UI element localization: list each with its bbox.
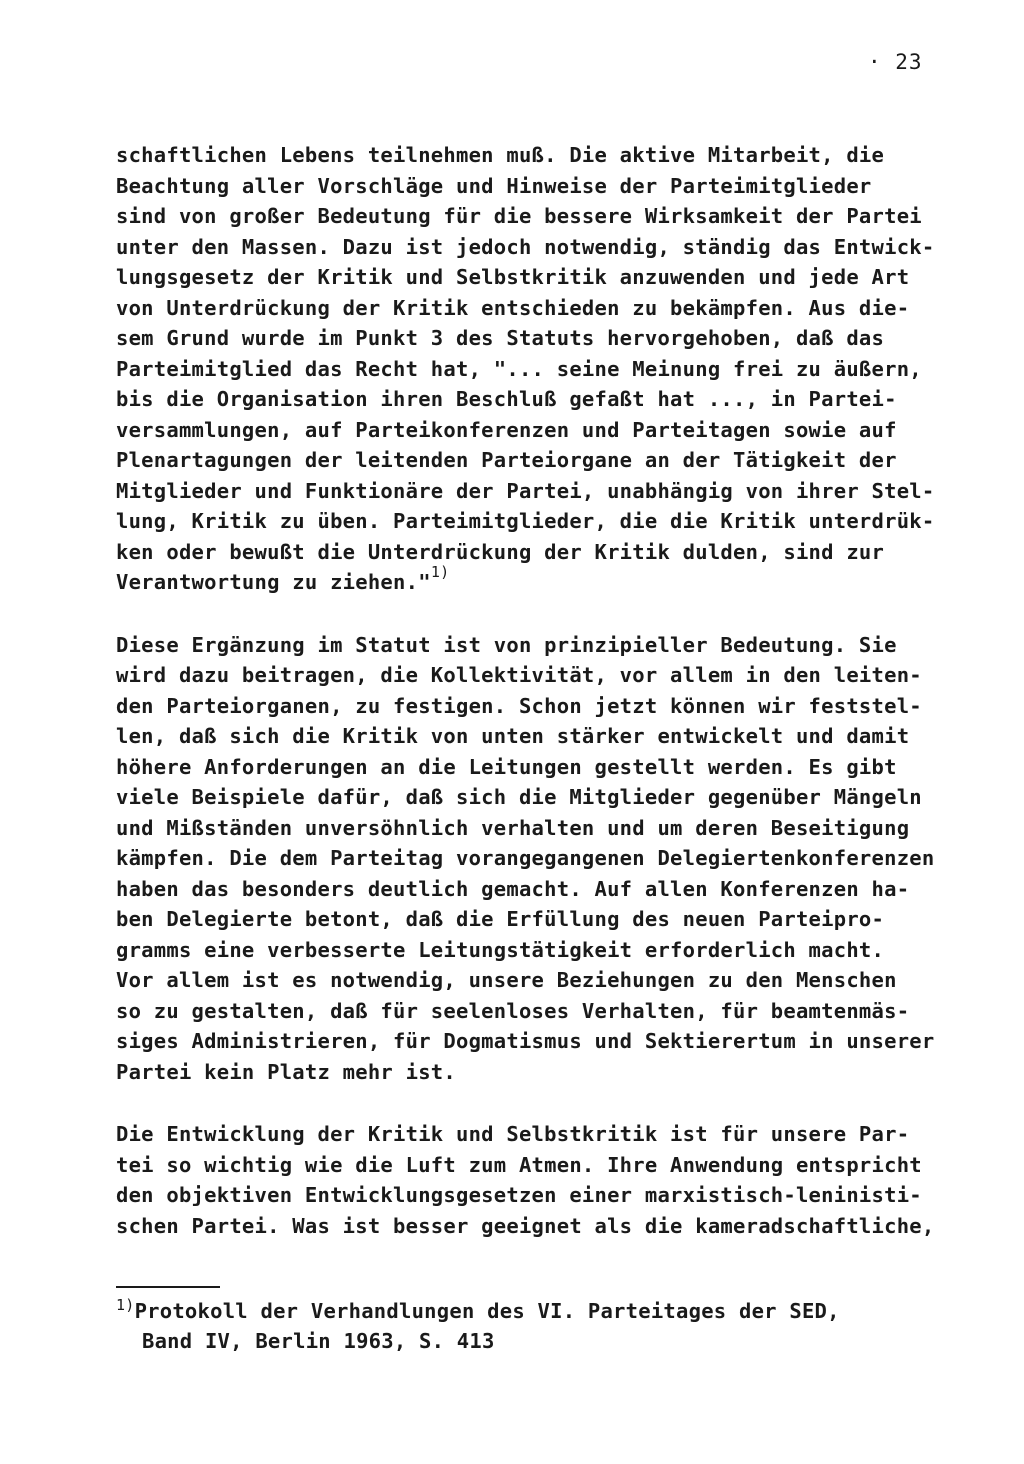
text-line: versammlungen, auf Parteikonferenzen und Parteitagen sowie auf xyxy=(116,417,897,442)
text-line: schaftlichen Lebens teilnehmen muß. Die aktive Mitarbeit, die xyxy=(116,143,885,167)
text-line: haben das besonders deutlich gemacht. Auf allen Konferenzen ha- xyxy=(116,876,910,901)
text-line: Beachtung aller Vorschläge und Hinweise der Parteimitglieder xyxy=(116,173,872,198)
footnote xyxy=(116,1296,956,1356)
footnote-marker: 1) xyxy=(116,1296,135,1314)
paragraph-1 xyxy=(116,140,956,598)
text-line: ben Delegierte betont, daß die Erfüllung des neuen Parteipro- xyxy=(116,907,885,931)
text-line: Diese Ergänzung im Statut ist von prinzipieller Bedeutung. Sie xyxy=(116,632,897,657)
text-line: unter den Massen. Dazu ist jedoch notwendig, ständig das Entwick- xyxy=(116,234,935,259)
text-line: sem Grund wurde im Punkt 3 des Statuts hervorgehoben, daß das xyxy=(116,326,885,350)
body-text xyxy=(116,140,956,1273)
text-line: kämpfen. Die dem Parteitag vorangegangenen Delegiertenkonferenzen xyxy=(116,846,935,870)
text-line: siges Administrieren, für Dogmatismus und Sektierertum in unserer xyxy=(116,1029,935,1053)
paragraph-3 xyxy=(116,1119,956,1241)
text-line: von Unterdrückung der Kritik entschieden zu bekämpfen. Aus die- xyxy=(116,295,910,320)
paragraph-2 xyxy=(116,630,956,1088)
footnote-line: Band IV, Berlin 1963, S. 413 xyxy=(142,1329,495,1353)
text-line: Plenartagungen der leitenden Parteiorgane an der Tätigkeit der xyxy=(116,448,897,472)
text-line: lungsgesetz der Kritik und Selbstkritik anzuwenden und jede Art xyxy=(116,265,910,289)
text-line: sind von großer Bedeutung für die bessere Wirksamkeit der Partei xyxy=(116,204,922,228)
text-line: viele Beispiele dafür, daß sich die Mitglieder gegenüber Mängeln xyxy=(116,785,922,809)
text-line: lung, Kritik zu üben. Parteimitglieder, die die Kritik unterdrük- xyxy=(116,509,935,533)
text-line: ken oder bewußt die Unterdrückung der Kritik dulden, sind zur xyxy=(116,539,885,564)
text-line: bis die Organisation ihren Beschluß gefaßt hat ..., in Partei- xyxy=(116,387,897,411)
text-line: so zu gestalten, daß für seelenloses Verhalten, für beamtenmäs- xyxy=(116,998,910,1023)
quote-end-text: Verantwortung zu ziehen." xyxy=(116,570,431,594)
text-line: len, daß sich die Kritik von unten stärker entwickelt und damit xyxy=(116,724,910,748)
text-line: Parteimitglied das Recht hat, "... seine Meinung frei zu äußern, xyxy=(116,356,922,381)
text-line-with-footnote xyxy=(116,563,956,598)
text-line: gramms eine verbesserte Leitungstätigkeit erforderlich macht. xyxy=(116,937,885,962)
text-line: und Mißständen unversöhnlich verhalten und um deren Beseitigung xyxy=(116,815,910,840)
footnote-text: Protokoll der Verhandlungen des VI. Parteitages der SED, xyxy=(134,1299,840,1323)
text-line: Die Entwicklung der Kritik und Selbstkritik ist für unsere Par- xyxy=(116,1122,910,1146)
text-line: höhere Anforderungen an die Leitungen gestellt werden. Es gibt xyxy=(116,754,897,779)
footnote-divider xyxy=(116,1286,220,1288)
text-line: schen Partei. Was ist besser geeignet als die kameradschaftliche, xyxy=(116,1213,935,1238)
text-line: wird dazu beitragen, die Kollektivität, vor allem in den leiten- xyxy=(116,663,922,687)
page-number: · 23 xyxy=(868,50,923,74)
text-line: Partei kein Platz mehr ist. xyxy=(116,1059,456,1084)
text-line: den Parteiorganen, zu festigen. Schon jetzt können wir feststel- xyxy=(116,693,922,718)
text-line: Mitglieder und Funktionäre der Partei, unabhängig von ihrer Stel- xyxy=(116,478,935,503)
footnote-line xyxy=(116,1296,956,1326)
footnote-reference: 1) xyxy=(430,563,450,581)
text-line: den objektiven Entwicklungsgesetzen einer marxistisch-leninisti- xyxy=(116,1183,922,1207)
text-line: Vor allem ist es notwendig, unsere Beziehungen zu den Menschen xyxy=(116,968,897,992)
text-line: tei so wichtig wie die Luft zum Atmen. Ihre Anwendung entspricht xyxy=(116,1152,922,1177)
